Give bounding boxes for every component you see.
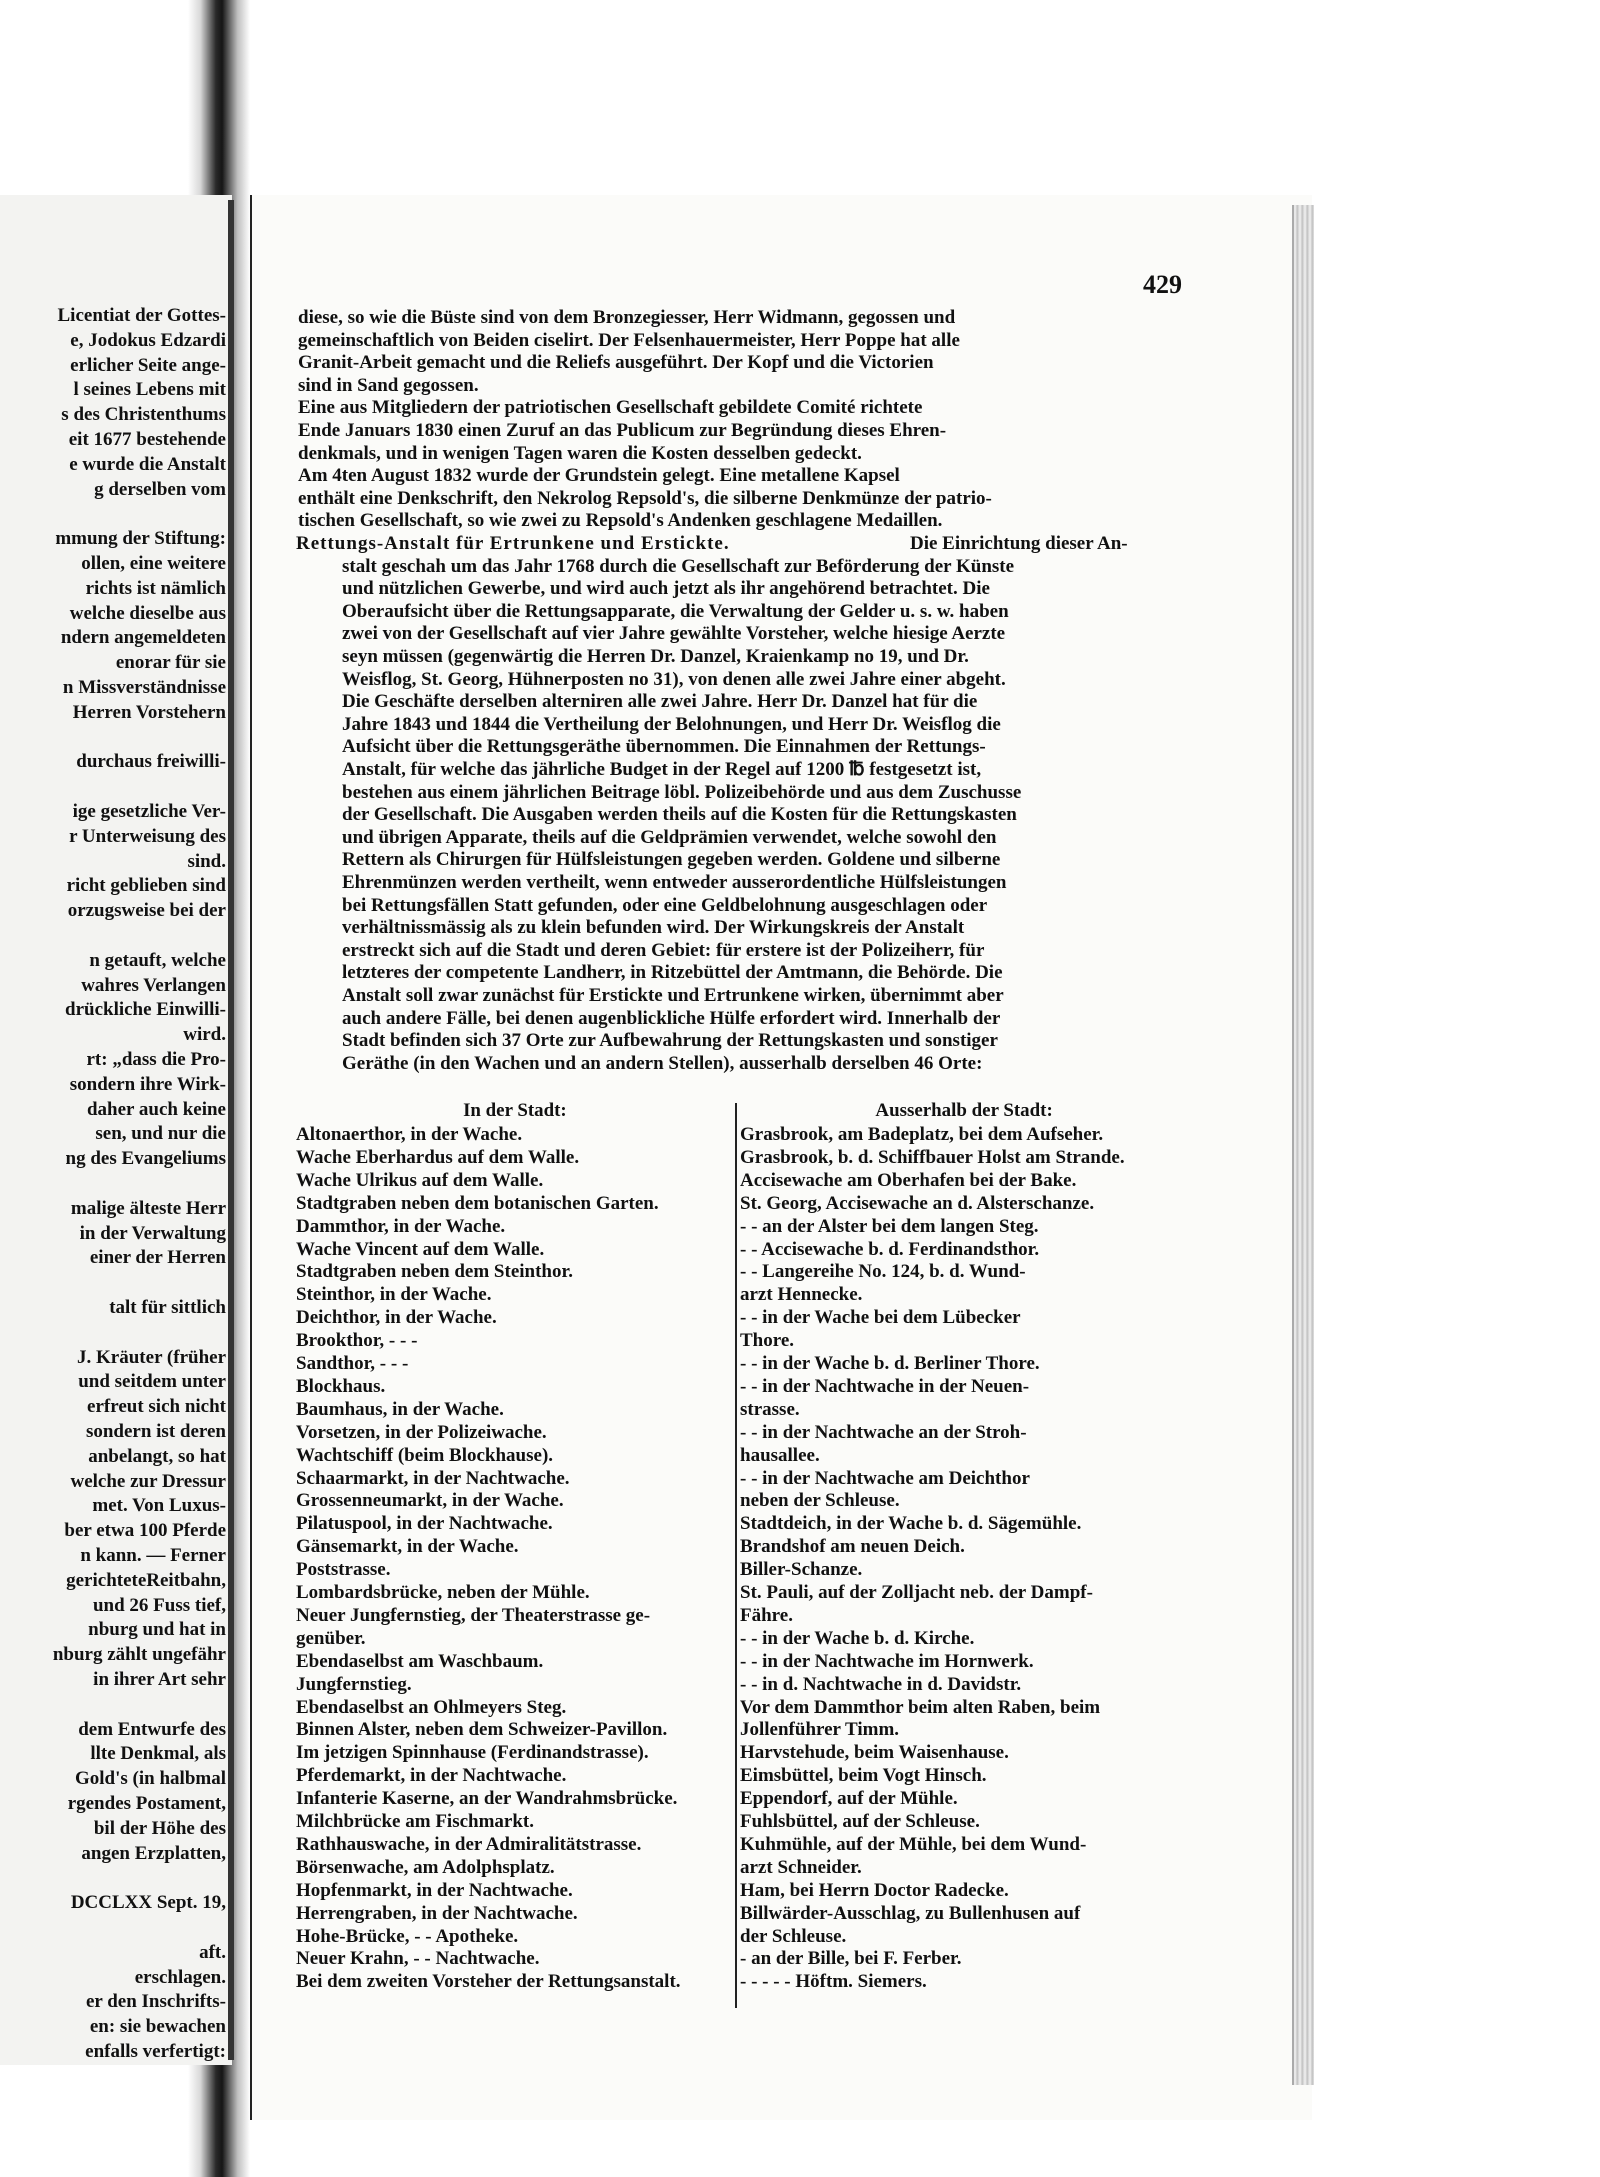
section-line: Geräthe (in den Wachen und an andern Stellen), ausserhalb derselben 46 Orte: [342, 1052, 983, 1074]
left-page-line: richt geblieben sind [66, 875, 226, 897]
stadt-list-item: Lombardsbrücke, neben der Mühle. [296, 1582, 590, 1603]
left-page-line: gerichteteReitbahn, [66, 1569, 226, 1591]
left-page-edge [228, 200, 234, 2060]
stadt-list-item: Ebendaselbst an Ohlmeyers Steg. [296, 1696, 567, 1718]
section-line: Weisflog, St. Georg, Hühnerposten no 31), von denen alle zwei Jahre einer abgeht. [342, 668, 1006, 690]
section-line: stalt geschah um das Jahr 1768 durch die Gesellschaft zur Beförderung der Künste [342, 555, 1015, 577]
left-page-line: drückliche Einwilli- [65, 999, 226, 1021]
left-page-line: llte Denkmal, als [90, 1743, 226, 1765]
ausserhalb-list-item: der Schleuse. [740, 1925, 847, 1947]
left-page-line: malige älteste Herr [70, 1197, 226, 1219]
body-line: diese, so wie die Büste sind von dem Bronzegiesser, Herr Widmann, gegossen und [298, 307, 956, 328]
ausserhalb-list-item: - - in der Nachtwache im Hornwerk. [740, 1650, 1034, 1672]
left-page-fragment [0, 195, 232, 2065]
left-page-line: dem Entwurfe des [78, 1718, 226, 1740]
ausserhalb-list-item: Kuhmühle, auf der Mühle, bei dem Wund- [740, 1833, 1087, 1855]
stadt-list-item: Milchbrücke am Fischmarkt. [296, 1811, 535, 1832]
section-line: erstreckt sich auf die Stadt und deren Gebiet: für erstere ist der Polizeiherr, für [342, 939, 985, 961]
ausserhalb-list-item: neben der Schleuse. [740, 1490, 900, 1512]
section-line: bestehen aus einem jährlichen Beitrage löbl. Polizeibehörde und aus dem Zuschusse [342, 781, 1022, 803]
stadt-list-item: Poststrasse. [296, 1559, 391, 1581]
section-line: bei Rettungsfällen Statt gefunden, oder eine Geldbelohnung ausgeschlagen oder [342, 894, 988, 916]
left-page-line: anbelangt, so hat [88, 1445, 226, 1467]
body-line: sind in Sand gegossen. [298, 374, 479, 396]
section-heading: Rettungs-Anstalt für Ertrunkene und Erstickte. [296, 533, 730, 554]
body-line: Eine aus Mitgliedern der patriotischen Gesellschaft gebildete Comité richtete [298, 397, 923, 419]
stadt-list-item: Stadtgraben neben dem Steinthor. [296, 1261, 573, 1283]
ausserhalb-list-item: - - in der Wache bei dem Lübecker [740, 1307, 1021, 1329]
stadt-list-item: Steinthor, in der Wache. [296, 1284, 492, 1306]
section-line: Jahre 1843 und 1844 die Vertheilung der Belohnungen, und Herr Dr. Weisflog die [342, 713, 1001, 735]
body-line: Am 4ten August 1832 wurde der Grundstein gelegt. Eine metallene Kapsel [298, 465, 900, 487]
ausserhalb-list-item: Ham, bei Herrn Doctor Radecke. [740, 1879, 1009, 1901]
ausserhalb-list-item: Thore. [740, 1330, 795, 1352]
left-page-line: eit 1677 bestehende [68, 429, 226, 450]
left-page-line: e, Jodokus Edzardi [70, 329, 226, 351]
stadt-list-item: Schaarmarkt, in der Nachtwache. [296, 1467, 570, 1489]
section-line: letzteres der competente Landherr, in Ritzebüttel der Amtmann, die Behörde. Die [342, 962, 1003, 984]
stadt-list-item: Ebendaselbst am Waschbaum. [296, 1650, 544, 1672]
left-page-line: daher auch keine [86, 1098, 226, 1120]
left-page-line: enorar für sie [115, 652, 226, 674]
left-page-line: Herren Vorstehern [72, 701, 226, 723]
left-page-line: einer der Herren [89, 1247, 226, 1269]
stadt-list-item: Wache Ulrikus auf dem Walle. [296, 1169, 544, 1191]
left-page-line: nburg zählt ungefähr [52, 1644, 226, 1666]
ausserhalb-list-item: Eimsbüttel, beim Vogt Hinsch. [740, 1765, 987, 1787]
left-page-line: rgendes Postament, [67, 1793, 226, 1814]
stadt-list-item: Vorsetzen, in der Polizeiwache. [296, 1421, 547, 1443]
ausserhalb-list-item: Eppendorf, auf der Mühle. [740, 1788, 958, 1810]
left-page-line: e wurde die Anstalt [69, 453, 226, 475]
ausserhalb-list-item: St. Georg, Accisewache an d. Alsterschanze. [740, 1192, 1095, 1214]
left-page-line: J. Kräuter (früher [77, 1346, 226, 1368]
left-page-line: met. Von Luxus- [92, 1495, 226, 1517]
left-page-line: erschlagen. [134, 1966, 226, 1988]
ausserhalb-list-item: - - - - - Höftm. Siemers. [740, 1971, 927, 1993]
ausserhalb-list-item: - - in der Nachtwache an der Stroh- [740, 1421, 1027, 1443]
stadt-list-item: Binnen Alster, neben dem Schweizer-Pavillon. [296, 1719, 668, 1741]
left-page-line: Gold's (in halbmal [75, 1768, 226, 1790]
left-page-line: n Missverständnisse [62, 677, 226, 698]
left-page-line: r Unterweisung des [69, 825, 226, 847]
left-page-line: mmung der Stiftung: [55, 528, 226, 550]
ausserhalb-list-item: Brandshof am neuen Deich. [740, 1536, 965, 1558]
left-page-line: n getauft, welche [89, 949, 226, 971]
left-page-line: in ihrer Art sehr [93, 1669, 226, 1690]
stadt-list-item: Pferdemarkt, in der Nachtwache. [296, 1765, 567, 1787]
ausserhalb-list-item: - - in der Nachtwache in der Neuen- [740, 1375, 1030, 1397]
ausserhalb-list-item: arzt Schneider. [740, 1856, 862, 1878]
section-line: auch andere Fälle, bei denen augenblickliche Hülfe erfordert wird. Innerhalb der [342, 1007, 1001, 1029]
stadt-list-item: Bei dem zweiten Vorsteher der Rettungsanstalt. [296, 1971, 681, 1993]
stadt-list-item: Baumhaus, in der Wache. [296, 1398, 504, 1420]
left-page-line: sondern ist deren [85, 1421, 226, 1442]
stadt-list-item: Deichthor, in der Wache. [296, 1307, 497, 1329]
stadt-list-item: Jungfernstieg. [296, 1673, 412, 1695]
section-line: Aufsicht über die Rettungsgeräthe übernommen. Die Einnahmen der Rettungs- [342, 736, 986, 758]
left-page-line: angen Erzplatten, [81, 1842, 226, 1864]
section-line: Stadt befinden sich 37 Orte zur Aufbewahrung der Rettungskasten und sonstiger [342, 1030, 998, 1052]
left-page-line: sondern ihre Wirk- [69, 1073, 226, 1095]
left-page-line: durchaus freiwilli- [76, 751, 226, 773]
ausserhalb-list-item: Grasbrook, b. d. Schiffbauer Holst am Strande. [740, 1146, 1125, 1168]
left-page-line: erlicher Seite ange- [70, 354, 226, 376]
ausserhalb-list-item: - - an der Alster bei dem langen Steg. [740, 1215, 1039, 1237]
section-line: Rettern als Chirurgen für Hülfsleistungen gegeben werden. Goldene und silberne [342, 849, 1001, 871]
in-der-stadt-heading: In der Stadt: [463, 1100, 567, 1121]
stadt-list-item: Hopfenmarkt, in der Nachtwache. [296, 1879, 573, 1901]
stadt-list-item: Hohe-Brücke, - - Apotheke. [296, 1925, 519, 1947]
left-page-line: ber etwa 100 Pferde [64, 1520, 226, 1542]
stadt-list-item: Brookthor, - - - [296, 1330, 418, 1352]
section-line: zwei von der Gesellschaft auf vier Jahre gewählte Vorsteher, welche hiesige Aerzte [342, 623, 1006, 645]
ausserhalb-list-item: - - in der Wache b. d. Kirche. [740, 1627, 975, 1649]
left-page-line: enfalls verfertigt: [85, 2041, 226, 2062]
section-line: seyn müssen (gegenwärtig die Herren Dr. Danzel, Kraienkamp no 19, und Dr. [342, 646, 969, 667]
ausserhalb-list-item: - - in d. Nachtwache in d. Davidstr. [740, 1673, 1022, 1695]
left-page-line: g derselben vom [94, 478, 226, 500]
section-line: Oberaufsicht über die Rettungsapparate, die Verwaltung der Gelder u. s. w. haben [342, 600, 1009, 622]
ausserhalb-list-item: - an der Bille, bei F. Ferber. [740, 1948, 962, 1970]
body-line: Ende Januars 1830 einen Zuruf an das Publicum zur Begründung dieses Ehren- [298, 420, 947, 441]
body-line: Granit-Arbeit gemacht und die Reliefs ausgeführt. Der Kopf und die Victorien [298, 352, 934, 374]
left-page-line: ige gesetzliche Ver- [72, 801, 226, 822]
stadt-list-item: Im jetzigen Spinnhause (Ferdinandstrasse). [296, 1742, 649, 1764]
body-line: enthält eine Denkschrift, den Nekrolog Repsold's, die silberne Denkmünze der patrio- [298, 487, 992, 509]
stadt-list-item: Wache Vincent auf dem Walle. [296, 1238, 545, 1260]
stadt-list-item: Börsenwache, am Adolphsplatz. [296, 1856, 555, 1878]
stadt-list-item: Sandthor, - - - [296, 1353, 409, 1374]
stadt-list-item: Infanterie Kaserne, an der Wandrahmsbrücke. [296, 1788, 678, 1810]
ausserhalb-list-item: - - Accisewache b. d. Ferdinandsthor. [740, 1238, 1040, 1260]
ausserhalb-list-item: Billwärder-Ausschlag, zu Bullenhusen auf [740, 1902, 1081, 1924]
stadt-list-item: Dammthor, in der Wache. [296, 1215, 506, 1237]
section-line: und nützlichen Gewerbe, und wird auch jetzt als ihr angehörend betrachtet. Die [342, 578, 990, 600]
ausserhalb-list-item: Harvstehude, beim Waisenhause. [740, 1742, 1009, 1764]
ausserhalb-list-item: Grasbrook, am Badeplatz, bei dem Aufseher. [740, 1124, 1104, 1145]
body-line: gemeinschaftlich von Beiden ciselirt. Der Felsenhauermeister, Herr Poppe hat alle [298, 329, 960, 351]
stadt-list-item: Herrengraben, in der Nachtwache. [296, 1902, 578, 1924]
section-line: Anstalt soll zwar zunächst für Erstickte und Ertrunkene wirken, übernimmt aber [342, 985, 1004, 1006]
section-line: Die Geschäfte derselben alterniren alle zwei Jahre. Herr Dr. Danzel hat für die [342, 691, 978, 713]
left-page-line: DCCLXX Sept. 19, [70, 1892, 226, 1914]
left-page-line: welche zur Dressur [70, 1470, 226, 1492]
left-page-line: welche dieselbe aus [69, 602, 226, 624]
stadt-list-item: Neuer Jungfernstieg, der Theaterstrasse ge- [296, 1604, 651, 1626]
left-page-line: ng des Evangeliums [65, 1148, 226, 1170]
body-line: tischen Gesellschaft, so wie zwei zu Repsold's Andenken geschlagene Medaillen. [298, 510, 943, 532]
left-page-line: und 26 Fuss tief, [92, 1594, 226, 1616]
left-page-line: rt: „dass die Pro- [86, 1049, 226, 1070]
stadt-list-item: Grossenneumarkt, in der Wache. [296, 1490, 564, 1512]
section-first-line: Die Einrichtung dieser An- [910, 533, 1128, 554]
ausserhalb-list-item: strasse. [740, 1398, 800, 1420]
section-line: Ehrenmünzen werden vertheilt, wenn entweder ausserordentliche Hülfsleistungen [342, 872, 1007, 893]
left-page-line: talt für sittlich [109, 1297, 226, 1318]
left-page-line: sen, und nur die [95, 1123, 226, 1145]
ausserhalb-list-item: St. Pauli, auf der Zolljacht neb. der Dampf- [740, 1582, 1093, 1603]
column-divider [735, 1103, 737, 2008]
left-page-line: n kann. — Ferner [80, 1545, 226, 1566]
section-line: verhältnissmässig als zu klein befunden wird. Der Wirkungskreis der Anstalt [342, 917, 965, 939]
ausserhalb-list-item: Fuhlsbüttel, auf der Schleuse. [740, 1811, 980, 1832]
body-line: denkmals, und in wenigen Tagen waren die Kosten desselben gedeckt. [298, 442, 862, 464]
stadt-list-item: Pilatuspool, in der Nachtwache. [296, 1513, 553, 1535]
page-number: 429 [1143, 270, 1182, 299]
ausserhalb-list-item: - - in der Wache b. d. Berliner Thore. [740, 1353, 1040, 1374]
left-page-line: wird. [183, 1024, 226, 1046]
section-line: und übrigen Apparate, theils auf die Geldprämien verwendet, welche sowohl den [342, 826, 997, 848]
section-line: der Gesellschaft. Die Ausgaben werden theils auf die Kosten für die Rettungskasten [342, 804, 1017, 826]
stadt-list-item: Neuer Krahn, - - Nachtwache. [296, 1948, 540, 1970]
stadt-list-item: Rathhauswache, in der Admiralitätstrasse. [296, 1833, 642, 1855]
ausserhalb-list-item: - - Langereihe No. 124, b. d. Wund- [740, 1261, 1026, 1283]
left-page-line: erfreut sich nicht [87, 1396, 226, 1418]
ausserhalb-list-item: Fähre. [740, 1604, 793, 1626]
left-page-line: sind. [187, 850, 226, 872]
stadt-list-item: Gänsemarkt, in der Wache. [296, 1536, 519, 1558]
left-page-line: nburg und hat in [88, 1619, 226, 1641]
in-der-stadt-list [296, 1100, 736, 1993]
left-page-line: ollen, eine weitere [81, 553, 226, 574]
left-page-line: ndern angemeldeten [60, 627, 226, 649]
section-line: Anstalt, für welche das jährliche Budget in der Regel auf 1200 ℔ festgesetzt ist, [342, 759, 982, 780]
left-page-line: Licentiat der Gottes- [57, 305, 226, 326]
ausserhalb-list-item: Jollenführer Timm. [740, 1719, 900, 1741]
left-page-line: aft. [199, 1941, 226, 1963]
left-page-line: in der Verwaltung [79, 1222, 226, 1244]
left-page-line: bil der Höhe des [93, 1817, 226, 1839]
left-page-line: er den Inschrifts- [85, 1991, 226, 2013]
stadt-list-item: Stadtgraben neben dem botanischen Garten. [296, 1192, 659, 1214]
ausserhalb-list-item: Stadtdeich, in der Wache b. d. Sägemühle. [740, 1513, 1082, 1535]
ausserhalb-list-item: Vor dem Dammthor beim alten Raben, beim [740, 1696, 1101, 1718]
page-edge [1292, 205, 1314, 2085]
left-page-line: s des Christenthums [61, 404, 226, 426]
left-page-line: wahres Verlangen [81, 974, 226, 996]
left-page-line: orzugsweise bei der [67, 900, 226, 922]
left-page-line: richts ist nämlich [85, 577, 226, 599]
stadt-list-item: Wache Eberhardus auf dem Walle. [296, 1146, 580, 1168]
ausserhalb-list-item: arzt Hennecke. [740, 1284, 863, 1306]
left-page-line: l seines Lebens mit [73, 379, 226, 401]
stadt-list-item: genüber. [296, 1627, 366, 1649]
ausserhalb-list-item: hausallee. [740, 1444, 820, 1466]
stadt-list-item: Altonaerthor, in der Wache. [296, 1124, 523, 1145]
ausserhalb-list-item: Accisewache am Oberhafen bei der Bake. [740, 1169, 1077, 1191]
stadt-list-item: Blockhaus. [296, 1375, 386, 1397]
ausserhalb-list-item: Biller-Schanze. [740, 1559, 863, 1581]
ausserhalb-list-item: - - in der Nachtwache am Deichthor [740, 1467, 1030, 1489]
left-page-line: en: sie bewachen [89, 2016, 226, 2038]
ausserhalb-list [740, 1100, 1190, 1993]
stadt-list-item: Wachtschiff (beim Blockhause). [296, 1444, 554, 1466]
left-page-line: und seitdem unter [78, 1371, 226, 1393]
ausserhalb-heading: Ausserhalb der Stadt: [875, 1100, 1053, 1121]
